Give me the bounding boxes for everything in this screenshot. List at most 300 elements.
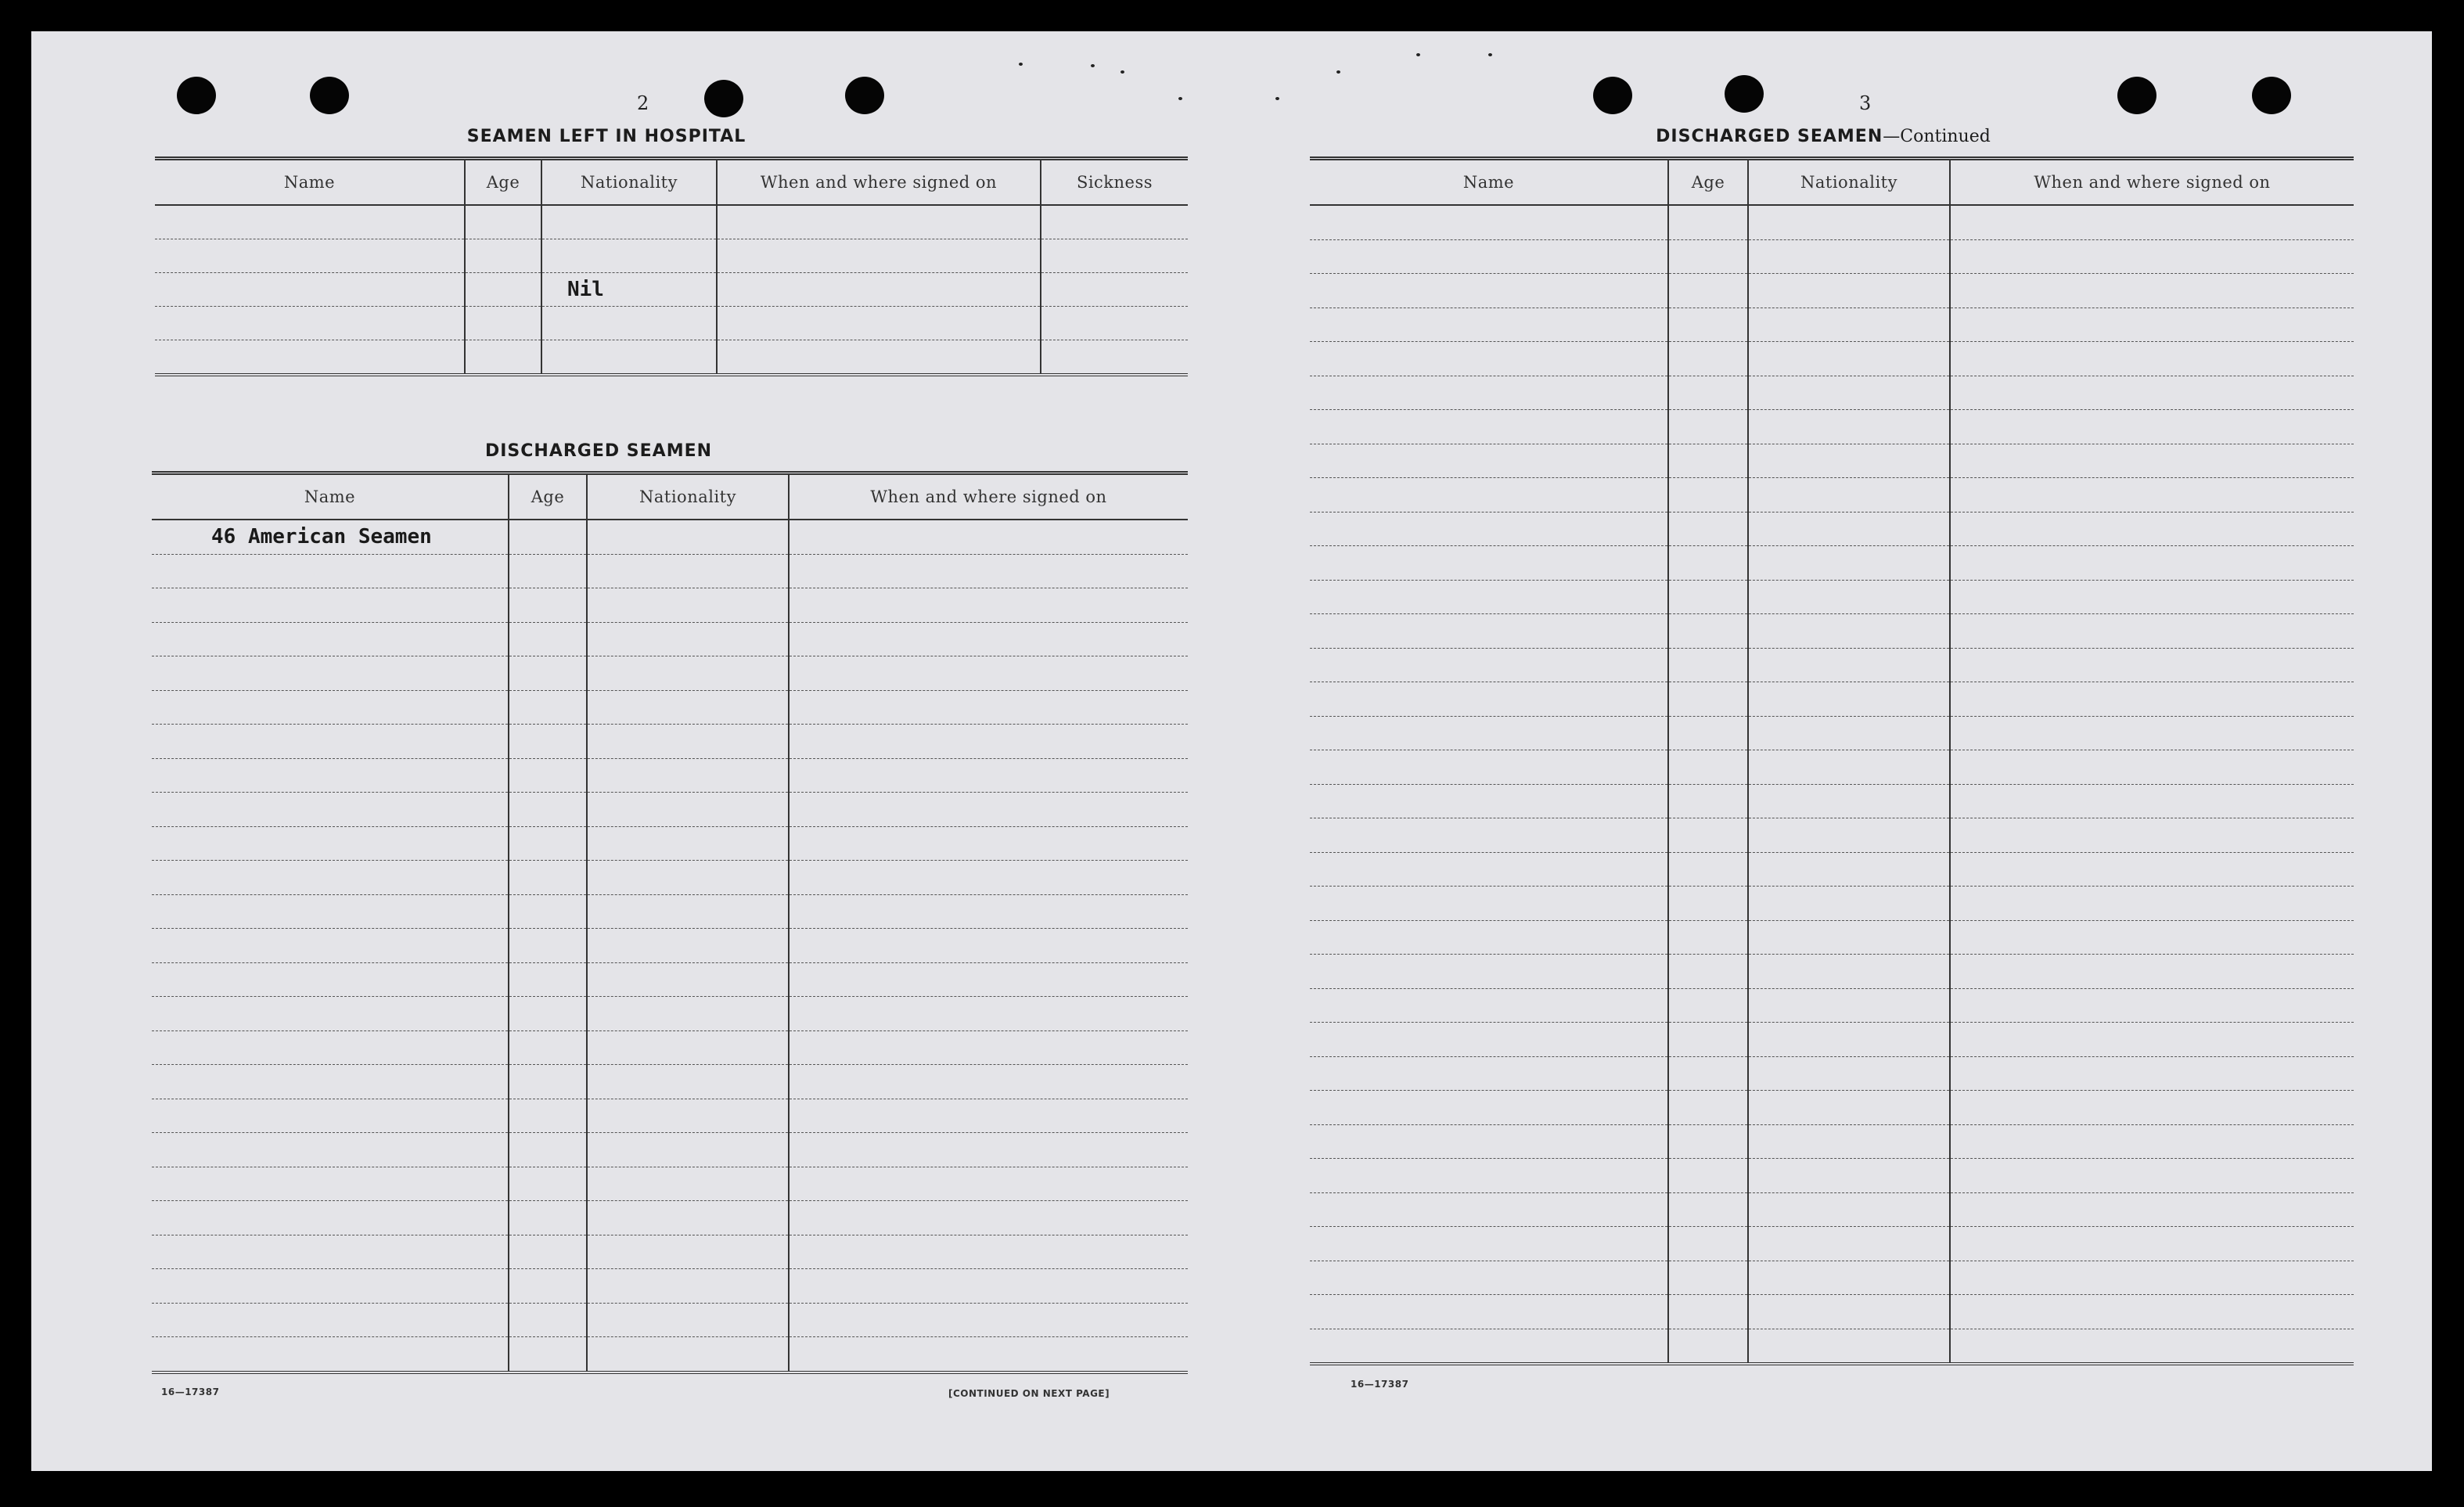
cell[interactable] [1748, 1159, 1950, 1193]
cell[interactable] [1310, 342, 1668, 376]
table-row [152, 1099, 1188, 1133]
cell[interactable] [1310, 988, 1668, 1023]
cell[interactable] [1668, 920, 1748, 955]
speck [1275, 97, 1279, 100]
cell[interactable] [1310, 1159, 1668, 1193]
cell[interactable] [1310, 1056, 1668, 1091]
cell[interactable] [1950, 1329, 2354, 1364]
cell[interactable] [1748, 1261, 1950, 1295]
cell[interactable] [1668, 955, 1748, 989]
cell[interactable] [1310, 1295, 1668, 1329]
cell[interactable] [1668, 205, 1748, 239]
cell[interactable] [541, 239, 717, 273]
cell[interactable] [1668, 1261, 1748, 1295]
cell[interactable] [152, 758, 509, 793]
cell[interactable] [1748, 988, 1950, 1023]
cell[interactable] [1950, 648, 2354, 682]
cell[interactable] [1748, 887, 1950, 921]
hospital-table [155, 156, 1188, 376]
cell[interactable] [1310, 1329, 1668, 1364]
cell[interactable] [1748, 920, 1950, 955]
cell[interactable] [1668, 682, 1748, 717]
cell[interactable] [587, 690, 789, 725]
table-row [155, 205, 1188, 239]
cell[interactable] [789, 588, 1188, 623]
discharged-table [152, 471, 1188, 1374]
cell[interactable] [1950, 512, 2354, 546]
cell[interactable] [789, 929, 1188, 963]
cell[interactable] [1950, 1056, 2354, 1091]
cell[interactable] [1748, 444, 1950, 478]
cell[interactable] [789, 1269, 1188, 1304]
cell[interactable] [1668, 1159, 1748, 1193]
cell[interactable] [509, 1235, 587, 1269]
cell[interactable] [155, 239, 465, 273]
cell[interactable] [465, 205, 541, 239]
cell[interactable] [465, 307, 541, 340]
cell[interactable] [1748, 580, 1950, 614]
cell[interactable] [1041, 239, 1188, 273]
cell[interactable] [1310, 478, 1668, 513]
table-row [152, 1065, 1188, 1099]
cell[interactable] [789, 1167, 1188, 1201]
cell[interactable] [587, 554, 789, 588]
cell[interactable] [587, 758, 789, 793]
table-row [1310, 308, 2354, 342]
cell[interactable] [1950, 716, 2354, 750]
cell[interactable] [1950, 988, 2354, 1023]
cell[interactable] [587, 894, 789, 929]
cell[interactable] [509, 554, 587, 588]
cell[interactable] [1748, 1295, 1950, 1329]
cell[interactable] [789, 1337, 1188, 1372]
cell[interactable] [1668, 1192, 1748, 1227]
cell[interactable] [1668, 546, 1748, 581]
table-row [152, 690, 1188, 725]
table-row [1310, 784, 2354, 818]
cell[interactable] [1950, 1192, 2354, 1227]
table-row [1310, 1091, 2354, 1125]
cell[interactable] [1950, 1227, 2354, 1261]
cell[interactable] [541, 307, 717, 340]
cell[interactable] [789, 894, 1188, 929]
cell[interactable] [509, 758, 587, 793]
cell[interactable] [152, 1269, 509, 1304]
cell[interactable] [1950, 410, 2354, 444]
cell[interactable] [587, 656, 789, 691]
cell[interactable] [1748, 750, 1950, 785]
cell[interactable] [465, 239, 541, 273]
cell[interactable] [1950, 308, 2354, 342]
cell[interactable] [509, 520, 587, 554]
cell[interactable] [587, 588, 789, 623]
cell[interactable] [1950, 205, 2354, 239]
cell[interactable] [1668, 410, 1748, 444]
cell[interactable] [155, 307, 465, 340]
cell[interactable] [1668, 512, 1748, 546]
page-number: 3 [1859, 92, 1872, 114]
cell[interactable] [152, 1065, 509, 1099]
table-row [1310, 1261, 2354, 1295]
cell[interactable] [587, 861, 789, 895]
table-row [1310, 205, 2354, 239]
col-age-header: Age [1668, 159, 1748, 206]
cell[interactable] [1950, 955, 2354, 989]
cell[interactable] [1950, 1023, 2354, 1057]
table-row [1310, 614, 2354, 649]
cell[interactable] [789, 826, 1188, 861]
table-row [152, 1133, 1188, 1167]
cell[interactable] [1668, 1091, 1748, 1125]
cell[interactable] [1950, 784, 2354, 818]
cell[interactable] [587, 962, 789, 997]
cell[interactable] [1950, 478, 2354, 513]
cell[interactable] [152, 793, 509, 827]
cell[interactable] [1310, 1091, 1668, 1125]
cell[interactable] [1950, 818, 2354, 853]
cell[interactable] [541, 273, 717, 307]
cell[interactable] [1748, 716, 1950, 750]
cell[interactable] [1041, 340, 1188, 376]
cell[interactable] [152, 1235, 509, 1269]
cell[interactable] [587, 622, 789, 656]
cell[interactable] [1748, 308, 1950, 342]
cell[interactable] [1310, 920, 1668, 955]
cell[interactable] [509, 690, 587, 725]
cell[interactable] [152, 1030, 509, 1065]
col-name-header: Name [152, 473, 509, 520]
cell[interactable] [509, 894, 587, 929]
cell[interactable] [1310, 955, 1668, 989]
cell[interactable] [1310, 887, 1668, 921]
cell[interactable] [1310, 546, 1668, 581]
cell[interactable] [152, 554, 509, 588]
cell[interactable] [152, 997, 509, 1031]
cell[interactable] [1668, 239, 1748, 274]
cell[interactable] [789, 554, 1188, 588]
cell[interactable] [587, 1269, 789, 1304]
cell[interactable] [1950, 546, 2354, 581]
cell[interactable] [1310, 410, 1668, 444]
cell[interactable] [1310, 648, 1668, 682]
cell[interactable] [152, 690, 509, 725]
cell[interactable] [1668, 274, 1748, 308]
cell[interactable] [1748, 1192, 1950, 1227]
cell[interactable] [789, 1065, 1188, 1099]
cell[interactable] [1668, 784, 1748, 818]
cell[interactable] [1310, 239, 1668, 274]
cell[interactable] [587, 997, 789, 1031]
cell[interactable] [1668, 444, 1748, 478]
cell[interactable] [509, 1337, 587, 1372]
cell[interactable] [541, 205, 717, 239]
cell[interactable] [1950, 614, 2354, 649]
cell[interactable] [789, 690, 1188, 725]
cell[interactable] [1041, 307, 1188, 340]
cell[interactable] [1950, 1124, 2354, 1159]
cell[interactable] [1310, 682, 1668, 717]
cell[interactable] [509, 1099, 587, 1133]
table-row [1310, 1159, 2354, 1193]
cell[interactable] [509, 962, 587, 997]
cell[interactable] [789, 622, 1188, 656]
cell[interactable] [587, 1065, 789, 1099]
cell[interactable] [1950, 580, 2354, 614]
cell[interactable] [717, 239, 1041, 273]
cell[interactable] [1748, 1023, 1950, 1057]
table-row [1310, 444, 2354, 478]
cell[interactable] [509, 725, 587, 759]
cell[interactable] [1041, 273, 1188, 307]
cell[interactable] [509, 1269, 587, 1304]
cell[interactable] [1310, 580, 1668, 614]
cell[interactable] [1310, 852, 1668, 887]
cell[interactable] [1950, 342, 2354, 376]
cell[interactable] [1748, 1091, 1950, 1125]
table-header-row [1310, 159, 2354, 206]
cell[interactable] [1748, 342, 1950, 376]
col-nationality-header: Nationality [1748, 159, 1950, 206]
cell[interactable] [1748, 1056, 1950, 1091]
cell[interactable] [1950, 1159, 2354, 1193]
cell[interactable] [587, 1133, 789, 1167]
cell[interactable] [1748, 376, 1950, 410]
cell[interactable] [587, 826, 789, 861]
cell[interactable] [1310, 784, 1668, 818]
table-row [1310, 239, 2354, 274]
cell[interactable] [789, 520, 1188, 554]
cell[interactable] [152, 656, 509, 691]
cell[interactable] [1668, 614, 1748, 649]
cell[interactable] [789, 793, 1188, 827]
cell[interactable] [1748, 1124, 1950, 1159]
cell[interactable] [1748, 274, 1950, 308]
cell[interactable] [789, 962, 1188, 997]
cell[interactable] [152, 826, 509, 861]
cell[interactable] [587, 520, 789, 554]
cell[interactable] [1668, 580, 1748, 614]
col-age-header: Age [465, 159, 541, 206]
cell[interactable] [1668, 750, 1748, 785]
cell[interactable] [1668, 342, 1748, 376]
cell[interactable] [1668, 1329, 1748, 1364]
cell[interactable] [152, 1337, 509, 1372]
cell[interactable] [1748, 784, 1950, 818]
cell[interactable] [1310, 818, 1668, 853]
table-row [152, 588, 1188, 623]
cell[interactable] [789, 656, 1188, 691]
cell[interactable] [1668, 1295, 1748, 1329]
cell[interactable] [1668, 1124, 1748, 1159]
cell[interactable] [1310, 1124, 1668, 1159]
cell[interactable] [789, 1133, 1188, 1167]
cell[interactable] [1310, 716, 1668, 750]
cell[interactable] [1668, 648, 1748, 682]
cell[interactable] [1310, 1192, 1668, 1227]
cell[interactable] [152, 1303, 509, 1337]
table-row [152, 1303, 1188, 1337]
cell[interactable] [1748, 512, 1950, 546]
cell[interactable] [1748, 955, 1950, 989]
cell[interactable] [1950, 852, 2354, 887]
col-age-header: Age [509, 473, 587, 520]
cell[interactable] [1950, 1091, 2354, 1125]
cell[interactable] [1668, 887, 1748, 921]
cell[interactable] [1668, 478, 1748, 513]
cell[interactable] [1950, 920, 2354, 955]
cell[interactable] [1668, 818, 1748, 853]
cell[interactable] [509, 1065, 587, 1099]
cell[interactable] [587, 1099, 789, 1133]
cell[interactable] [509, 929, 587, 963]
cell[interactable] [152, 1133, 509, 1167]
cell[interactable] [789, 861, 1188, 895]
cell[interactable] [1310, 1261, 1668, 1295]
cell[interactable] [1950, 887, 2354, 921]
cell[interactable] [155, 273, 465, 307]
cell[interactable] [152, 725, 509, 759]
cell[interactable] [1748, 1329, 1950, 1364]
table-row [152, 826, 1188, 861]
cell[interactable] [509, 826, 587, 861]
cell[interactable] [1668, 716, 1748, 750]
cell[interactable] [509, 861, 587, 895]
title-suffix: —Continued [1883, 127, 1991, 146]
cell[interactable] [152, 894, 509, 929]
cell[interactable] [509, 588, 587, 623]
cell[interactable] [1950, 444, 2354, 478]
cell[interactable] [587, 1235, 789, 1269]
cell[interactable] [789, 1303, 1188, 1337]
table-row [152, 1030, 1188, 1065]
cell[interactable] [717, 340, 1041, 376]
cell[interactable] [1950, 1295, 2354, 1329]
cell[interactable] [1310, 512, 1668, 546]
cell[interactable] [1310, 750, 1668, 785]
cell[interactable] [1950, 239, 2354, 274]
table-row [1310, 1192, 2354, 1227]
cell[interactable] [1748, 478, 1950, 513]
cell[interactable] [152, 588, 509, 623]
cell[interactable] [717, 205, 1041, 239]
cell[interactable] [509, 1030, 587, 1065]
cell[interactable] [152, 861, 509, 895]
cell[interactable] [465, 273, 541, 307]
cell[interactable] [587, 1337, 789, 1372]
cell[interactable] [789, 1030, 1188, 1065]
cell[interactable] [587, 929, 789, 963]
cell[interactable] [1310, 205, 1668, 239]
cell[interactable] [1668, 308, 1748, 342]
cell[interactable] [789, 997, 1188, 1031]
table-row [1310, 274, 2354, 308]
table-row [1310, 546, 2354, 581]
cell[interactable] [1310, 308, 1668, 342]
cell[interactable] [155, 205, 465, 239]
cell[interactable] [587, 793, 789, 827]
cell[interactable] [509, 793, 587, 827]
cell[interactable] [509, 656, 587, 691]
cell[interactable] [1950, 682, 2354, 717]
cell[interactable] [509, 1201, 587, 1235]
cell[interactable] [1310, 614, 1668, 649]
cell[interactable] [1668, 988, 1748, 1023]
cell[interactable] [155, 340, 465, 376]
nil-entry: Nil [567, 278, 604, 301]
cell[interactable] [1668, 1227, 1748, 1261]
cell[interactable] [1950, 750, 2354, 785]
cell[interactable] [1041, 205, 1188, 239]
cell[interactable] [789, 1235, 1188, 1269]
cell[interactable] [789, 725, 1188, 759]
cell[interactable] [509, 1303, 587, 1337]
cell[interactable] [1950, 376, 2354, 410]
form-number: 16—17387 [1351, 1379, 1409, 1390]
cell[interactable] [717, 273, 1041, 307]
cell[interactable] [1668, 1056, 1748, 1091]
cell[interactable] [1748, 818, 1950, 853]
cell[interactable] [152, 520, 509, 554]
cell[interactable] [1310, 1227, 1668, 1261]
cell[interactable] [541, 340, 717, 376]
cell[interactable] [1748, 852, 1950, 887]
cell[interactable] [152, 929, 509, 963]
cell[interactable] [1950, 274, 2354, 308]
cell[interactable] [587, 1167, 789, 1201]
cell[interactable] [152, 622, 509, 656]
cell[interactable] [717, 307, 1041, 340]
cell[interactable] [1310, 376, 1668, 410]
cell[interactable] [587, 1201, 789, 1235]
cell[interactable] [509, 1133, 587, 1167]
cell[interactable] [152, 962, 509, 997]
table-row [152, 1167, 1188, 1201]
cell[interactable] [1748, 546, 1950, 581]
cell[interactable] [1748, 239, 1950, 274]
cell[interactable] [1748, 648, 1950, 682]
cell[interactable] [1748, 614, 1950, 649]
cell[interactable] [587, 1303, 789, 1337]
cell[interactable] [789, 1201, 1188, 1235]
cell[interactable] [1748, 682, 1950, 717]
cell[interactable] [789, 1099, 1188, 1133]
cell[interactable] [1668, 1023, 1748, 1057]
name-entry: 46 American Seamen [211, 525, 432, 549]
cell[interactable] [1950, 1261, 2354, 1295]
cell[interactable] [465, 340, 541, 376]
cell[interactable] [1310, 274, 1668, 308]
cell[interactable] [1310, 1023, 1668, 1057]
cell[interactable] [587, 1030, 789, 1065]
cell[interactable] [1748, 1227, 1950, 1261]
cell[interactable] [1668, 852, 1748, 887]
cell[interactable] [509, 1167, 587, 1201]
cell[interactable] [1748, 205, 1950, 239]
table-row [1310, 410, 2354, 444]
col-signed-on-header: When and where signed on [1950, 159, 2354, 206]
cell[interactable] [509, 622, 587, 656]
cell[interactable] [152, 1167, 509, 1201]
cell[interactable] [152, 1201, 509, 1235]
cell[interactable] [587, 725, 789, 759]
cell[interactable] [152, 1099, 509, 1133]
cell[interactable] [789, 758, 1188, 793]
cell[interactable] [1748, 410, 1950, 444]
cell[interactable] [1668, 376, 1748, 410]
cell[interactable] [509, 997, 587, 1031]
table-row [152, 554, 1188, 588]
cell[interactable] [1310, 444, 1668, 478]
